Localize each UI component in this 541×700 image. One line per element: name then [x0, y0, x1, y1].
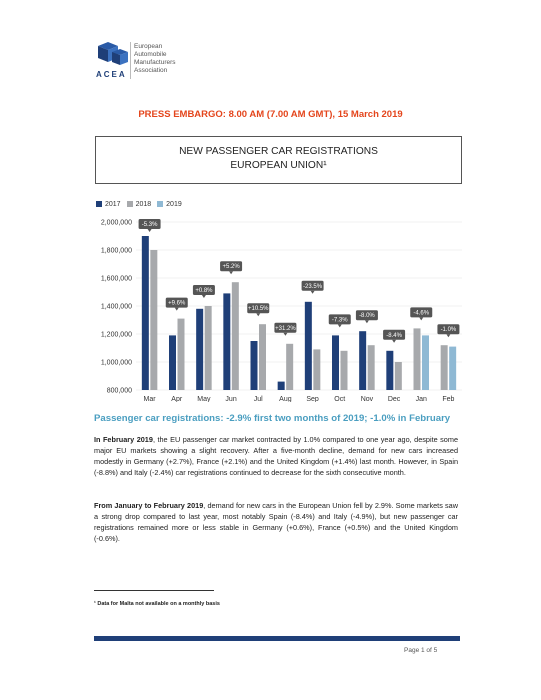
change-label: +9.6% — [168, 300, 186, 307]
logo-divider — [130, 42, 131, 79]
bar-2017-oct — [332, 335, 339, 390]
x-tick-label: May — [197, 396, 211, 402]
bar-2017-jun — [223, 293, 230, 390]
paragraph-body: , demand for new cars in the European Union fell by 2.9%. Some markets saw a strong drop compared to last year, most notably Spain (-8.4%) and Italy (-4.9%), but new passenger car registrations remained more or less stable in Germany (+0.6%), France (+0.5%) and the United Kingdom (-0.6%). — [94, 501, 459, 543]
page-number: Page 1 of 5 — [404, 647, 438, 654]
change-label: +31.2% — [275, 325, 296, 332]
acea-logo-icon — [94, 38, 134, 72]
org-line: European — [134, 43, 163, 50]
change-badge-pointer — [202, 295, 206, 298]
change-label: -8.0% — [359, 313, 375, 320]
legend-item-2019 — [157, 201, 182, 208]
bar-2018-oct — [341, 351, 348, 390]
change-badge-pointer — [446, 334, 450, 337]
legend-item-2017 — [96, 201, 121, 208]
bar-2017-jul — [251, 341, 258, 390]
bar-2018-dec — [395, 362, 402, 390]
change-badge-pointer — [229, 271, 233, 274]
bar-2017-may — [196, 309, 203, 390]
footer-bar — [94, 636, 460, 641]
bar-2017-aug — [278, 382, 285, 390]
change-badge-pointer — [175, 308, 179, 311]
registrations-bar-chart — [90, 212, 470, 402]
x-tick-label: Jun — [225, 396, 237, 402]
bar-2018-jan — [414, 328, 421, 390]
bar-2017-mar — [142, 236, 149, 390]
x-tick-label: Mar — [143, 396, 156, 402]
section-subhead: Passenger car registrations: -2.9% first two months of 2019; -1.0% in February — [94, 413, 451, 424]
bar-2018-aug — [286, 344, 293, 390]
legend-label: 2019 — [166, 201, 182, 208]
x-tick-label: Jul — [253, 396, 263, 402]
x-tick-label: Apr — [171, 396, 183, 402]
legend-label: 2018 — [135, 201, 152, 208]
org-acronym: ACEA — [96, 70, 127, 79]
bar-2019-jan — [422, 335, 429, 390]
org-line: Manufacturers — [134, 59, 176, 66]
y-tick-label: 2,000,000 — [100, 219, 132, 227]
bar-2018-jul — [259, 324, 266, 390]
footnote: ¹ Data for Malta not available on a monthly basis — [94, 601, 220, 607]
org-line: Automobile — [134, 51, 167, 58]
y-tick-label: 1,200,000 — [100, 331, 132, 339]
y-tick-label: 1,400,000 — [100, 303, 132, 311]
bar-2018-feb — [441, 345, 448, 390]
change-label: +0.8% — [195, 288, 213, 294]
change-label: -8.4% — [386, 332, 402, 339]
change-badge-pointer — [311, 291, 315, 294]
x-tick-label: Nov — [360, 396, 374, 402]
org-name — [134, 43, 176, 75]
change-badge-pointer — [392, 340, 396, 343]
bar-2018-nov — [368, 345, 375, 390]
paragraph-jan-feb — [94, 500, 458, 544]
change-label: -4.6% — [413, 310, 430, 317]
chart-legend — [96, 201, 182, 208]
y-tick-label: 1,000,000 — [100, 359, 132, 367]
y-tick-label: 800,000 — [106, 387, 132, 395]
title-box — [95, 136, 462, 184]
paragraph-february — [94, 434, 458, 478]
bar-2018-jun — [232, 282, 239, 390]
change-label: -5.3% — [141, 222, 158, 228]
bar-2018-sep — [313, 349, 320, 390]
y-tick-label: 1,600,000 — [100, 275, 132, 283]
change-badge-pointer — [148, 229, 152, 232]
change-badge-pointer — [338, 324, 342, 327]
bar-2017-nov — [359, 331, 366, 390]
y-tick-label: 1,800,000 — [100, 247, 132, 255]
change-label: -23.5% — [303, 283, 323, 290]
press-embargo: PRESS EMBARGO: 8.00 AM (7.00 AM GMT), 15 March 2019 — [138, 109, 403, 120]
change-label: +10.5% — [247, 306, 269, 313]
paragraph-lead: In February 2019 — [94, 435, 153, 444]
org-line: Association — [134, 67, 168, 74]
change-label: -7.3% — [331, 317, 348, 324]
footnote-rule — [94, 590, 214, 591]
bar-2017-dec — [386, 351, 393, 390]
bar-2018-apr — [178, 319, 185, 390]
x-tick-label: Oct — [334, 396, 346, 402]
bar-2019-feb — [449, 347, 456, 390]
x-tick-label: Sep — [306, 396, 319, 402]
x-tick-label: Aug — [279, 396, 292, 402]
legend-label: 2017 — [105, 201, 121, 208]
paragraph-lead: From January to February 2019 — [94, 501, 204, 510]
bar-2018-mar — [150, 250, 157, 390]
change-label: +5.2% — [222, 264, 240, 271]
legend-item-2018 — [127, 201, 152, 208]
change-badge-pointer — [365, 320, 369, 323]
x-tick-label: Feb — [442, 396, 455, 402]
bar-2018-may — [205, 306, 212, 390]
title-line-2: EUROPEAN UNION¹ — [230, 160, 327, 171]
change-badge-pointer — [419, 317, 423, 320]
title-line-1: NEW PASSENGER CAR REGISTRATIONS — [179, 146, 378, 157]
x-tick-label: Dec — [387, 396, 401, 402]
bar-2017-apr — [169, 335, 176, 390]
paragraph-body: , the EU passenger car market contracted by 1.0% compared to one year ago, despite some major EU markets showing a slight recovery. After a five-month decline, demand for new cars increased modestly in Germany (+2.7%), France (+2.1%) and the United Kingdom (+1.4%) last month. However, in Spain (-8.8%) and Italy (-2.4%) car registrations continued to decrease for the sixth consecutive month. — [94, 435, 459, 477]
x-tick-label: Jan — [415, 396, 427, 402]
change-badge-pointer — [256, 313, 260, 316]
bar-2017-sep — [305, 302, 312, 390]
change-label: -1.0% — [440, 327, 457, 334]
